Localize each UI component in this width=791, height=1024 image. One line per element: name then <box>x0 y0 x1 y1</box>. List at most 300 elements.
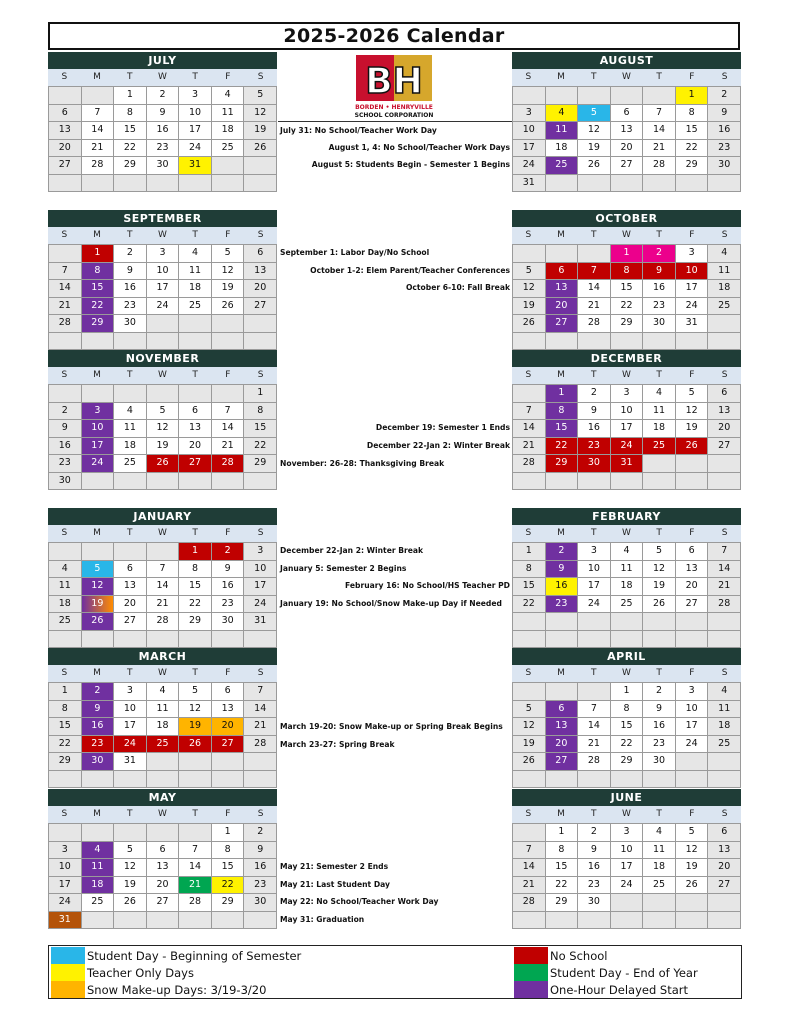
day-cell: 28 <box>643 157 676 175</box>
empty-cell <box>708 473 741 491</box>
day-cell: 18 <box>212 122 245 140</box>
empty-cell <box>82 631 115 649</box>
day-cell: 20 <box>708 420 741 438</box>
day-cell: 14 <box>578 280 611 298</box>
day-cell: 22 <box>179 596 212 614</box>
legend-label: Teacher Only Days <box>87 965 194 980</box>
bh-logo-icon <box>354 55 434 121</box>
day-cell: 5 <box>513 263 546 281</box>
empty-cell <box>49 631 82 649</box>
day-cell: 26 <box>513 315 546 333</box>
day-cell: 19 <box>676 859 709 877</box>
weekday-label: S <box>257 528 264 538</box>
day-cell: 12 <box>147 420 180 438</box>
empty-cell <box>643 631 676 649</box>
day-cell: 22 <box>82 298 115 316</box>
day-cell: 21 <box>643 140 676 158</box>
day-cell: 6 <box>546 701 579 719</box>
day-cell: 14 <box>82 122 115 140</box>
day-cell: 30 <box>643 753 676 771</box>
legend-swatch <box>51 981 85 998</box>
day-cell: 17 <box>578 578 611 596</box>
day-cell: 26 <box>676 877 709 895</box>
day-cell: 6 <box>676 543 709 561</box>
day-cell: 4 <box>546 105 579 123</box>
empty-cell <box>611 631 644 649</box>
empty-cell <box>708 333 741 351</box>
day-cell: 29 <box>611 315 644 333</box>
day-cell: 20 <box>546 736 579 754</box>
weekday-label: W <box>158 370 167 380</box>
empty-cell <box>179 175 212 193</box>
weekday-label: M <box>557 72 565 82</box>
day-cell: 1 <box>546 824 579 842</box>
weekday-label: S <box>257 72 264 82</box>
empty-cell <box>513 473 546 491</box>
day-cell: 13 <box>546 718 579 736</box>
day-cell: 26 <box>244 140 277 158</box>
empty-cell <box>546 683 579 701</box>
weekday-label: S <box>525 230 532 240</box>
day-grid <box>48 244 277 350</box>
day-cell: 6 <box>611 105 644 123</box>
weekday-header-row <box>512 665 741 682</box>
empty-cell <box>546 333 579 351</box>
empty-cell <box>212 912 245 930</box>
empty-cell <box>643 175 676 193</box>
note-dec-22: December 22-Jan 2: Winter Break <box>366 441 510 450</box>
day-cell: 27 <box>114 613 147 631</box>
empty-cell <box>179 473 212 491</box>
day-cell: 6 <box>114 561 147 579</box>
day-cell: 6 <box>708 824 741 842</box>
day-grid <box>48 384 277 490</box>
day-cell: 7 <box>513 842 546 860</box>
day-grid <box>512 86 741 192</box>
day-cell: 5 <box>212 245 245 263</box>
legend <box>48 945 742 999</box>
day-cell: 5 <box>244 87 277 105</box>
weekday-label: M <box>557 668 565 678</box>
empty-cell <box>643 894 676 912</box>
weekday-header-row <box>48 806 277 823</box>
day-cell: 5 <box>179 683 212 701</box>
day-cell: 19 <box>676 420 709 438</box>
note-may-22: May 22: No School/Teacher Work Day <box>280 897 439 906</box>
empty-cell <box>611 771 644 789</box>
day-cell: 20 <box>244 280 277 298</box>
day-cell: 22 <box>611 736 644 754</box>
weekday-label: W <box>158 72 167 82</box>
weekday-label: S <box>525 668 532 678</box>
empty-cell <box>708 753 741 771</box>
empty-cell <box>147 912 180 930</box>
day-cell: 16 <box>643 718 676 736</box>
legend-swatch <box>51 947 85 964</box>
weekday-label: W <box>158 528 167 538</box>
day-cell: 30 <box>114 315 147 333</box>
month-title: JUNE <box>512 789 741 806</box>
empty-cell <box>578 245 611 263</box>
empty-cell <box>244 753 277 771</box>
weekday-label: W <box>622 668 631 678</box>
weekday-header-row <box>48 665 277 682</box>
day-cell: 3 <box>611 385 644 403</box>
empty-cell <box>578 912 611 930</box>
empty-cell <box>82 385 115 403</box>
empty-cell <box>676 613 709 631</box>
empty-cell <box>49 385 82 403</box>
day-cell: 3 <box>513 105 546 123</box>
day-cell: 14 <box>513 859 546 877</box>
empty-cell <box>676 753 709 771</box>
empty-cell <box>49 333 82 351</box>
day-cell: 7 <box>244 683 277 701</box>
day-cell: 26 <box>82 613 115 631</box>
empty-cell <box>611 613 644 631</box>
day-cell: 25 <box>179 298 212 316</box>
empty-cell <box>676 631 709 649</box>
month-title: SEPTEMBER <box>48 210 277 227</box>
weekday-header-row <box>512 69 741 86</box>
day-cell: 16 <box>578 420 611 438</box>
empty-cell <box>611 175 644 193</box>
day-cell: 9 <box>147 105 180 123</box>
weekday-label: T <box>192 668 198 678</box>
day-cell: 17 <box>147 280 180 298</box>
weekday-label: T <box>591 809 597 819</box>
empty-cell <box>708 894 741 912</box>
day-cell: 28 <box>513 455 546 473</box>
weekday-header-row <box>512 367 741 384</box>
day-cell: 9 <box>114 263 147 281</box>
day-cell: 3 <box>147 245 180 263</box>
day-cell: 24 <box>676 736 709 754</box>
empty-cell <box>546 631 579 649</box>
day-cell: 16 <box>578 859 611 877</box>
weekday-label: F <box>225 230 231 240</box>
day-cell: 1 <box>611 683 644 701</box>
weekday-label: F <box>689 72 695 82</box>
day-cell: 2 <box>643 245 676 263</box>
day-cell: 12 <box>676 403 709 421</box>
day-cell: 15 <box>611 280 644 298</box>
day-cell: 1 <box>179 543 212 561</box>
weekday-label: F <box>689 668 695 678</box>
legend-label: Snow Make-up Days: 3/19-3/20 <box>87 982 267 997</box>
day-cell: 2 <box>578 385 611 403</box>
day-cell: 6 <box>147 842 180 860</box>
empty-cell <box>244 912 277 930</box>
empty-cell <box>643 455 676 473</box>
day-cell: 12 <box>114 859 147 877</box>
empty-cell <box>244 473 277 491</box>
month-april <box>512 648 741 788</box>
day-cell: 4 <box>643 824 676 842</box>
day-cell: 28 <box>578 315 611 333</box>
day-cell: 18 <box>114 438 147 456</box>
day-cell: 21 <box>49 298 82 316</box>
day-cell: 24 <box>676 298 709 316</box>
empty-cell <box>513 385 546 403</box>
empty-cell <box>179 771 212 789</box>
day-cell: 30 <box>49 473 82 491</box>
day-cell: 7 <box>708 543 741 561</box>
day-cell: 25 <box>643 438 676 456</box>
legend-swatch <box>51 964 85 981</box>
weekday-label: S <box>257 230 264 240</box>
day-cell: 19 <box>513 298 546 316</box>
day-cell: 9 <box>244 842 277 860</box>
day-cell: 21 <box>513 438 546 456</box>
day-cell: 7 <box>147 561 180 579</box>
weekday-label: T <box>656 528 662 538</box>
note-aug-1-4: August 1, 4: No School/Teacher Work Days <box>328 143 510 152</box>
day-cell: 25 <box>546 157 579 175</box>
empty-cell <box>513 245 546 263</box>
day-cell: 14 <box>643 122 676 140</box>
day-cell: 22 <box>49 736 82 754</box>
day-cell: 18 <box>643 420 676 438</box>
day-cell: 13 <box>708 842 741 860</box>
empty-cell <box>546 473 579 491</box>
weekday-label: T <box>591 72 597 82</box>
day-cell: 7 <box>82 105 115 123</box>
day-cell: 24 <box>578 596 611 614</box>
weekday-label: W <box>622 72 631 82</box>
day-cell: 30 <box>244 894 277 912</box>
day-cell: 11 <box>114 420 147 438</box>
day-cell: 5 <box>676 824 709 842</box>
day-cell: 11 <box>147 701 180 719</box>
weekday-label: S <box>257 668 264 678</box>
weekday-label: S <box>721 809 728 819</box>
day-cell: 23 <box>578 877 611 895</box>
day-cell: 23 <box>546 596 579 614</box>
day-cell: 11 <box>643 842 676 860</box>
day-cell: 21 <box>244 718 277 736</box>
day-cell: 27 <box>244 298 277 316</box>
legend-swatch <box>514 981 548 998</box>
day-cell: 20 <box>49 140 82 158</box>
weekday-label: S <box>721 370 728 380</box>
weekday-header-row <box>48 525 277 542</box>
empty-cell <box>82 543 115 561</box>
day-grid <box>48 86 277 192</box>
day-cell: 9 <box>578 403 611 421</box>
day-cell: 17 <box>179 122 212 140</box>
day-cell: 16 <box>49 438 82 456</box>
day-cell: 5 <box>578 105 611 123</box>
day-cell: 6 <box>212 683 245 701</box>
day-cell: 26 <box>643 596 676 614</box>
empty-cell <box>212 175 245 193</box>
day-cell: 20 <box>676 578 709 596</box>
day-cell: 25 <box>708 736 741 754</box>
day-cell: 23 <box>643 298 676 316</box>
day-cell: 18 <box>611 578 644 596</box>
weekday-label: M <box>93 668 101 678</box>
day-cell: 1 <box>611 245 644 263</box>
day-cell: 17 <box>82 438 115 456</box>
day-cell: 11 <box>643 403 676 421</box>
day-cell: 28 <box>147 613 180 631</box>
day-cell: 15 <box>179 578 212 596</box>
day-cell: 28 <box>578 753 611 771</box>
legend-label: No School <box>550 948 608 963</box>
empty-cell <box>708 771 741 789</box>
day-cell: 29 <box>49 753 82 771</box>
day-cell: 15 <box>676 122 709 140</box>
day-cell: 6 <box>546 263 579 281</box>
day-cell: 28 <box>244 736 277 754</box>
legend-item-end-year <box>514 964 698 981</box>
day-cell: 2 <box>643 683 676 701</box>
note-aug-5: August 5: Students Begin - Semester 1 Begins <box>311 160 510 169</box>
empty-cell <box>578 333 611 351</box>
day-cell: 7 <box>179 842 212 860</box>
day-cell: 13 <box>114 578 147 596</box>
empty-cell <box>49 771 82 789</box>
day-cell: 22 <box>546 438 579 456</box>
day-cell: 10 <box>676 263 709 281</box>
note-mar-23-27: March 23-27: Spring Break <box>280 740 395 749</box>
day-cell: 8 <box>611 263 644 281</box>
day-cell: 10 <box>611 403 644 421</box>
day-cell: 14 <box>212 420 245 438</box>
day-cell: 22 <box>611 298 644 316</box>
day-cell: 23 <box>708 140 741 158</box>
day-cell: 17 <box>244 578 277 596</box>
empty-cell <box>49 87 82 105</box>
month-title: OCTOBER <box>512 210 741 227</box>
day-cell: 29 <box>212 894 245 912</box>
day-cell: 25 <box>643 877 676 895</box>
weekday-label: M <box>557 230 565 240</box>
month-title: FEBRUARY <box>512 508 741 525</box>
day-cell: 31 <box>513 175 546 193</box>
weekday-label: T <box>591 230 597 240</box>
day-cell: 16 <box>212 578 245 596</box>
day-cell: 2 <box>244 824 277 842</box>
day-cell: 6 <box>708 385 741 403</box>
day-cell: 20 <box>708 859 741 877</box>
day-cell: 3 <box>611 824 644 842</box>
day-cell: 4 <box>611 543 644 561</box>
weekday-label: F <box>225 668 231 678</box>
day-cell: 1 <box>546 385 579 403</box>
day-cell: 12 <box>212 263 245 281</box>
day-cell: 12 <box>513 280 546 298</box>
month-october <box>512 210 741 350</box>
empty-cell <box>546 87 579 105</box>
empty-cell <box>244 333 277 351</box>
day-cell: 24 <box>82 455 115 473</box>
day-cell: 21 <box>708 578 741 596</box>
empty-cell <box>611 912 644 930</box>
day-cell: 7 <box>513 403 546 421</box>
month-title: NOVEMBER <box>48 350 277 367</box>
day-grid <box>48 823 277 929</box>
day-cell: 18 <box>643 859 676 877</box>
day-cell: 10 <box>49 859 82 877</box>
day-cell: 27 <box>708 877 741 895</box>
day-cell: 24 <box>49 894 82 912</box>
weekday-header-row <box>48 227 277 244</box>
day-cell: 10 <box>82 420 115 438</box>
day-cell: 28 <box>179 894 212 912</box>
weekday-label: M <box>93 809 101 819</box>
empty-cell <box>114 543 147 561</box>
month-november <box>48 350 277 490</box>
weekday-label: F <box>689 809 695 819</box>
day-grid <box>512 682 741 788</box>
day-cell: 11 <box>708 263 741 281</box>
day-cell: 24 <box>114 736 147 754</box>
note-may-21-last: May 21: Last Student Day <box>280 880 390 889</box>
day-cell: 2 <box>49 403 82 421</box>
day-cell: 12 <box>513 718 546 736</box>
empty-cell <box>114 824 147 842</box>
weekday-label: M <box>557 809 565 819</box>
day-cell: 10 <box>179 105 212 123</box>
day-grid <box>512 244 741 350</box>
empty-cell <box>546 912 579 930</box>
weekday-label: F <box>225 72 231 82</box>
empty-cell <box>578 631 611 649</box>
empty-cell <box>179 912 212 930</box>
weekday-label: T <box>656 72 662 82</box>
day-cell: 19 <box>513 736 546 754</box>
empty-cell <box>49 543 82 561</box>
day-cell: 13 <box>546 280 579 298</box>
day-cell: 8 <box>82 263 115 281</box>
empty-cell <box>611 333 644 351</box>
day-cell: 14 <box>513 420 546 438</box>
weekday-label: S <box>61 72 68 82</box>
day-cell: 29 <box>546 894 579 912</box>
weekday-label: T <box>127 668 133 678</box>
empty-cell <box>147 315 180 333</box>
day-cell: 21 <box>578 298 611 316</box>
weekday-label: T <box>656 370 662 380</box>
day-cell: 19 <box>179 718 212 736</box>
day-cell: 1 <box>212 824 245 842</box>
empty-cell <box>643 333 676 351</box>
empty-cell <box>212 771 245 789</box>
empty-cell <box>212 333 245 351</box>
day-cell: 24 <box>611 438 644 456</box>
day-cell: 9 <box>708 105 741 123</box>
day-cell: 14 <box>244 701 277 719</box>
note-jan-5: January 5: Semester 2 Begins <box>280 564 407 573</box>
day-cell: 8 <box>114 105 147 123</box>
day-cell: 7 <box>49 263 82 281</box>
day-cell: 18 <box>708 718 741 736</box>
empty-cell <box>114 333 147 351</box>
day-cell: 30 <box>578 894 611 912</box>
day-cell: 15 <box>49 718 82 736</box>
day-cell: 29 <box>676 157 709 175</box>
note-jan-19: January 19: No School/Snow Make-up Day if Needed <box>280 599 502 608</box>
day-cell: 10 <box>578 561 611 579</box>
day-cell: 9 <box>49 420 82 438</box>
day-cell: 17 <box>49 877 82 895</box>
day-cell: 15 <box>212 859 245 877</box>
day-cell: 18 <box>708 280 741 298</box>
day-cell: 22 <box>513 596 546 614</box>
day-cell: 16 <box>643 280 676 298</box>
